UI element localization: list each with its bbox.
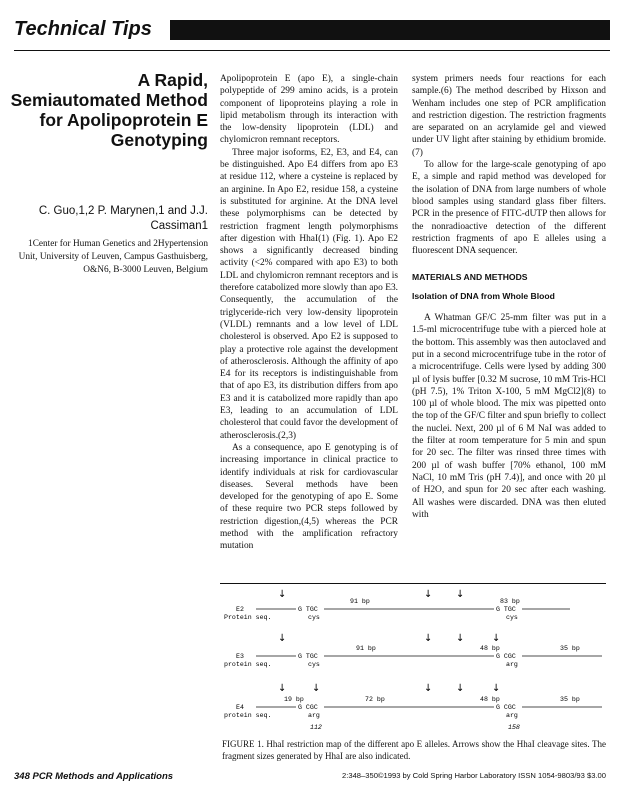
amino-acid: arg (506, 661, 518, 668)
allele-label: E2 (236, 606, 244, 613)
row-sublabel: Protein seq. (224, 614, 272, 621)
paragraph: A Whatman GF/C 25-mm filter was put in a 1.5-ml microcentrifuge tube with a pierced hole at the bottom. This assembly was then autoclaved and put in a second microcentrifuge tube in the rotor of a microcentrifuge. Cells were lysed by adding 300 µl of lysis buffer [0.32 M sucrose, 10 mM Tris-HCl (pH 7.5), 1% Triton X-100, 5 mM MgCl2](8) to 100 µl of whole blood. The mix was pipetted onto the top of the GF/C filter and spun briefly to collect the nuclei. Next, 200 µl of 6 M NaI was added to the filter at room temperature for 5 min and spun for 20 sec. The filter was rinsed three times with 200 µl of wash buffer [70% ethanol, 100 mM NaCl, 10 mM Tris (pH 7.4)], and once with 20 µl of H2O, and spun for 20 sec after each washing. All washes were discarded. DNA was then eluted with (412, 313, 606, 520)
row-sublabel: protein seq. (224, 661, 272, 668)
fragment-size: 35 bp (560, 696, 580, 703)
cleavage-arrow: ↓ (424, 683, 433, 694)
cleavage-arrow: ↓ (424, 633, 433, 644)
cleavage-arrow: ↓ (492, 683, 501, 694)
header-rule (14, 50, 610, 51)
sequence: G TGC (496, 606, 516, 613)
paragraph: Three major isoforms, E2, E3, and E4, can be distinguished. Apo E4 differs from apo E3 at residue 112, where a cysteine is replaced by an arginine. In Apo E2, residue 158, a cysteine is substituted for arginine. At the DNA level these polymorphisms can be detected by restriction fragment length polymorphisms after digestion with HhaI(1) (Fig. 1). Apo E2 shows a significantly decreased binding activity (<2% compared with apo E3) to both LDL and chylomicron remnant receptors and is therefore catabolized more slowly than apo E3. Consequently, the accumulation of the triglyceride-rich very low-density lipoprotein (VLDL) remnants and a low level of LDL cholesterol is observed. Apo E2 is supposed to play a protective role against the development of atherosclerosis. Although the affinity of apo E4 for its receptors is indistinguishable from that of apo E3, its distribution differs from apo E3 and it is catabolized more rapidly than apo E3, leading to an accumulation of LDL cholesterol that could favor the development of atherosclerosis.(2,3) (220, 147, 398, 441)
column-right (412, 73, 606, 521)
footer-copyright: 2:348–350©1993 by Cold Spring Harbor Laboratory ISSN 1054-9803/93 $3.00 (342, 771, 606, 780)
article-authors: C. Guo,1,2 P. Marynen,1 and J.J. Cassiman1 (38, 205, 208, 232)
cleavage-arrow: ↓ (456, 633, 465, 644)
fragment-size: 48 bp (480, 645, 500, 652)
header-section-title: Technical Tips (14, 18, 152, 40)
amino-acid: arg (308, 712, 320, 719)
paragraph: As a consequence, apo E genotyping is of increasing importance in clinical practice to identify individuals at risk for cardiovascular diseases. Several methods have been developed for the genotyping of apo E. Some of these require two PCR steps followed by restriction digestion,(4,5) whereas the PCR method with the amplification refractory mutation (220, 442, 398, 552)
cleavage-arrow: ↓ (278, 589, 287, 600)
paragraph: To allow for the large-scale genotyping of apo E, a simple and rapid method was developed for the isolation of DNA from large numbers of whole blood samples using standard glass fiber filters. PCR in the presence of FITC-dUTP then allows for the nonradioactive detection of the different restriction fragments of apo E alleles using a fluorescent DNA sequencer. (412, 160, 606, 257)
article-title: A Rapid, Semiautomated Method for Apolipoprotein E Genotyping (10, 70, 208, 150)
cleavage-arrow: ↓ (456, 589, 465, 600)
cleavage-arrow: ↓ (456, 683, 465, 694)
fragment-size: 35 bp (560, 645, 580, 652)
article-affiliation: 1Center for Human Genetics and 2Hypertension Unit, University of Leuven, Campus Gasthuisberg, O&N6, B-3000 Leuven, Belgium (18, 239, 208, 275)
paragraph: Apolipoprotein E (apo E), a single-chain polypeptide of 299 amino acids, is a protein component of lipoproteins playing a role in lipid metabolism through its interaction with the low-density lipoprotein (LDL) and chylomicron remnant receptors. (220, 74, 398, 146)
figure-caption: FIGURE 1. HhaI restriction map of the different apo E alleles. Arrows show the HhaI cleavage sites. The fragment sizes generated by HhaI are also indicated. (222, 739, 606, 761)
row-sublabel: protein seq. (224, 712, 272, 719)
fragment-size: 83 bp (500, 598, 520, 605)
residue-position: 112 (310, 724, 322, 731)
row-e2 (224, 589, 570, 621)
sequence: G CGC (496, 704, 516, 711)
row-e4 (224, 683, 602, 731)
fragment-size: 91 bp (350, 598, 370, 605)
fragment-size: 72 bp (365, 696, 385, 703)
cleavage-arrow: ↓ (492, 633, 501, 644)
amino-acid: arg (506, 712, 518, 719)
footer-journal: 348 PCR Methods and Applications (14, 771, 174, 782)
section-heading: MATERIALS AND METHODS (412, 272, 528, 283)
amino-acid: cys (308, 614, 320, 621)
amino-acid: cys (506, 614, 518, 621)
sequence: G TGC (298, 653, 318, 660)
residue-position: 158 (508, 724, 520, 731)
sequence: G TGC (298, 606, 318, 613)
fragment-size: 19 bp (284, 696, 304, 703)
cleavage-arrow: ↓ (424, 589, 433, 600)
sequence: G CGC (298, 704, 318, 711)
column-middle (220, 73, 398, 553)
row-e3 (224, 633, 602, 668)
allele-label: E3 (236, 653, 244, 660)
header-bar (170, 20, 610, 40)
allele-label: E4 (236, 704, 244, 711)
fragment-size: 48 bp (480, 696, 500, 703)
subsection-heading: Isolation of DNA from Whole Blood (412, 290, 555, 301)
paragraph: system primers needs four reactions for each sample.(6) The method described by Hixson and Wenham includes one step of PCR amplification and restriction digestion. The restriction fragments are separated on an acrylamide gel and viewed under UV light after staining by ethidium bromide.(7) (412, 74, 606, 158)
cleavage-arrow: ↓ (278, 633, 287, 644)
fragment-size: 91 bp (356, 645, 376, 652)
amino-acid: cys (308, 661, 320, 668)
cleavage-arrow: ↓ (278, 683, 287, 694)
sequence: G CGC (496, 653, 516, 660)
cleavage-arrow: ↓ (312, 683, 321, 694)
figure-1-restriction-map (220, 583, 606, 733)
